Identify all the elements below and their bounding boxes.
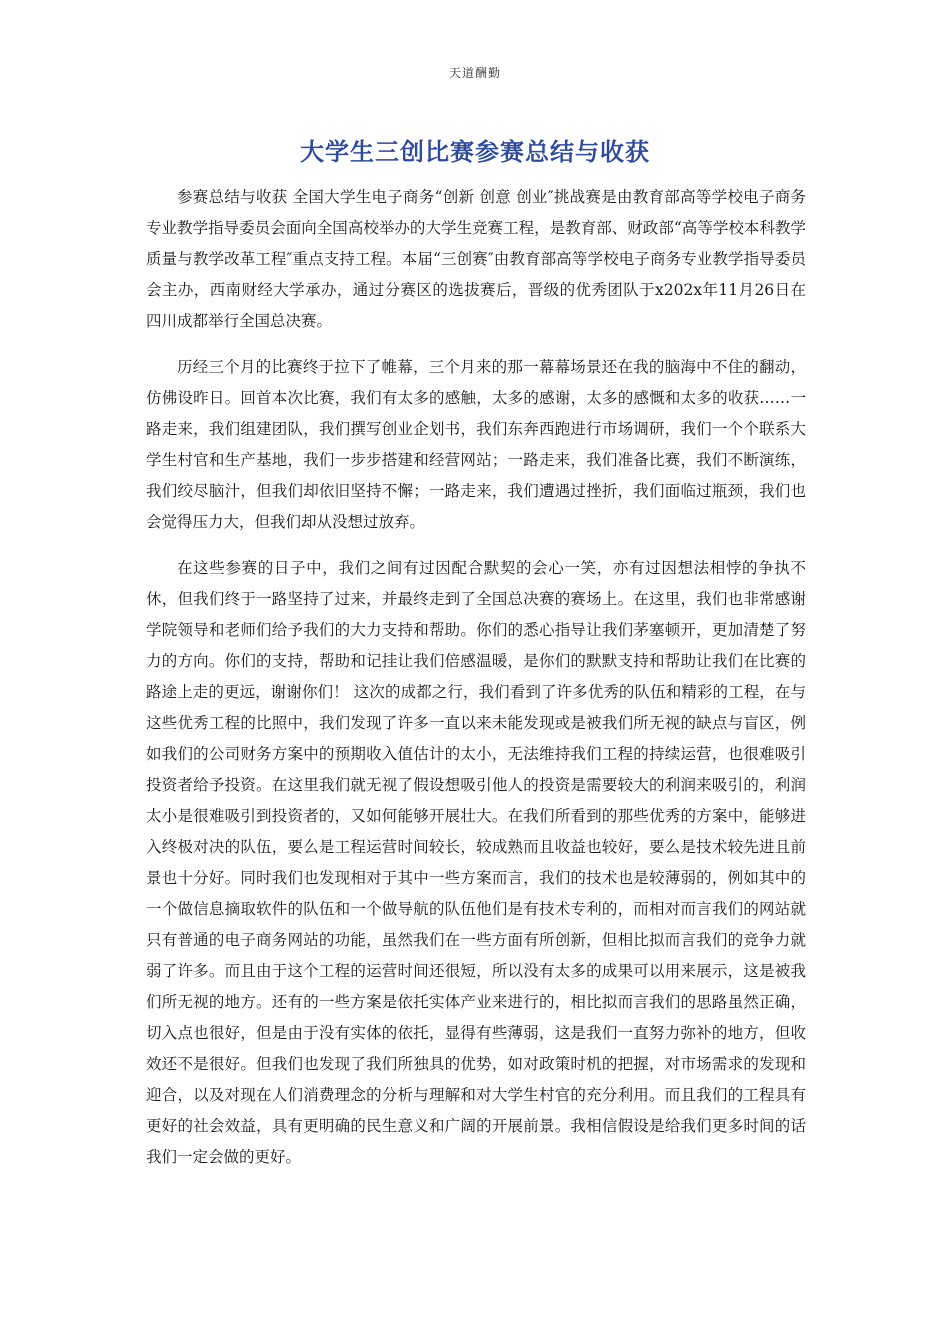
paragraph-intro: 参赛总结与收获 全国大学生电子商务“创新 创意 创业″挑战赛是由教育部高等学校电子商务专业教学指导委员会面向全国高校举办的大学生竞赛工程，是教育部、财政部“高等学校本科教学质量与教学改革工程″重点支持工程。本届“三创赛″由教育部高等学校电子商务专业教学指导委员会主办，西南财经大学承办，通过分赛区的选拔赛后，晋级的优秀团队于x202x年11月26日在四川成都举行全国总决赛。 (146, 188, 806, 330)
paragraph-reflection: 在这些参赛的日子中，我们之间有过因配合默契的会心一笑，亦有过因想法相悖的争执不休，但我们终于一路坚持了过来，并最终走到了全国总决赛的赛场上。在这里，我们也非常感谢学院领导和老师们给予我们的大力支持和帮助。你们的悉心指导让我们茅塞顿开，更加清楚了努力的方向。你们的支持，帮助和记挂让我们倍感温暖，是你们的默默支持和帮助让我们在比赛的路途上走的更远，谢谢你们！ 这次的成都之行，我们看到了许多优秀的队伍和精彩的工程，在与这些优秀工程的比照中，我们发现了许多一直以来未能发现或是被我们所无视的缺点与盲区，例如我们的公司财务方案中的预期收入值估计的太小，无法维持我们工程的持续运营，也很难吸引投资者给予投资。在这里我们就无视了假设想吸引他人的投资是需要较大的利润来吸引的，利润太小是很难吸引到投资者的，又如何能够开展壮大。在我们所看到的那些优秀的方案中，能够进入终极对决的队伍，要么是工程运营时间较长，较成熟而且收益也较好，要么是技术较先进且前景也十分好。同时我们也发现相对于其中一些方案而言，我们的技术也是较薄弱的，例如其中的一个做信息摘取软件的队伍和一个做导航的队伍他们是有技术专利的，而相对而言我们的网站就只有普通的电子商务网站的功能，虽然我们在一些方面有所创新，但相比拟而言我们的竞争力就弱了许多。而且由于这个工程的运营时间还很短，所以没有太多的成果可以用来展示，这是被我们所无视的地方。还有的一些方案是依托实体产业来进行的，相比拟而言我们的思路虽然正确，切入点也很好，但是由于没有实体的依托，显得有些薄弱，这是我们一直努力弥补的地方，但收效还不是很好。但我们也发现了我们所独具的优势，如对政策时机的把握，对市场需求的发现和迎合，以及对现在人们消费理念的分析与理解和对大学生村官的充分利用。而且我们的工程具有更好的社会效益，具有更明确的民生意义和广阔的开展前景。我相信假设是给我们更多时间的话我们一定会做的更好。 (146, 559, 806, 1166)
document-body (146, 182, 806, 1188)
page-header: 天道酬勤 (448, 66, 501, 80)
paragraph-experience: 历经三个月的比赛终于拉下了帷幕，三个月来的那一幕幕场景还在我的脑海中不住的翻动，仿佛设昨日。回首本次比赛，我们有太多的感触，太多的感谢，太多的感慨和太多的收获……一路走来，我们组建团队，我们撰写创业企划书，我们东奔西跑进行市场调研，我们一个个联系大学生村官和生产基地，我们一步步搭建和经营网站；一路走来，我们准备比赛，我们不断演练，我们绞尽脑汁，但我们却依旧坚持不懈；一路走来，我们遭遇过挫折，我们面临过瓶颈，我们也会觉得压力大，但我们却从没想过放弃。 (146, 358, 806, 531)
document-title: 大学生三创比赛参赛总结与收获 (300, 138, 650, 166)
